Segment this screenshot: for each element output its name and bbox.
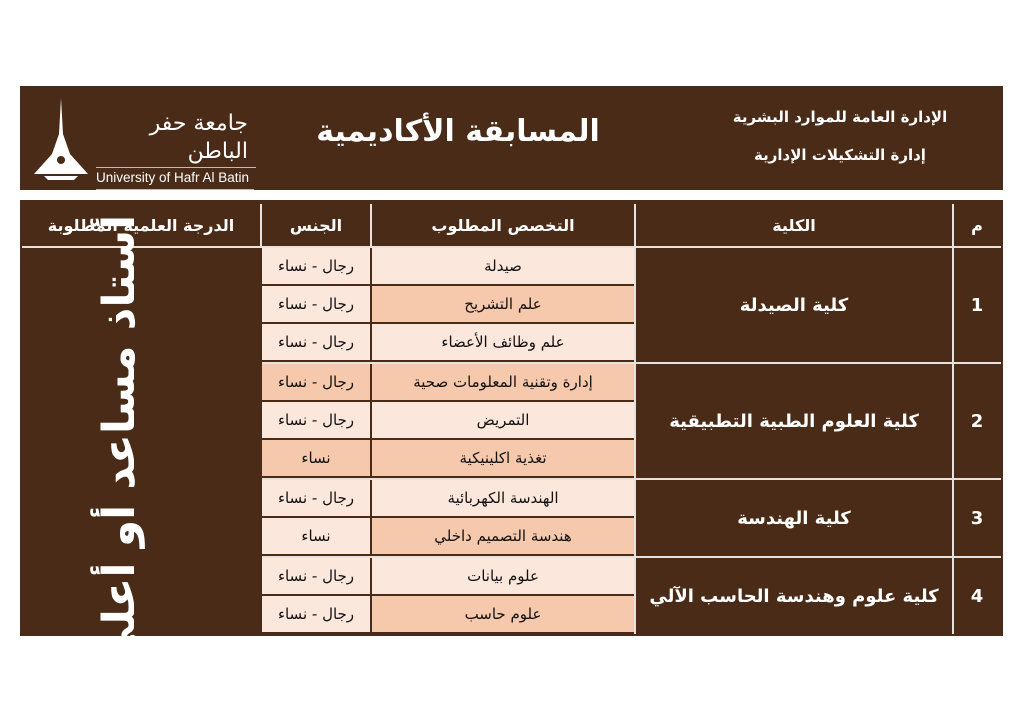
gender-cell: رجال - نساء [262,286,370,322]
row-number: 4 [970,585,984,607]
header-divider [260,204,262,246]
logo-arabic-text: جامعة حفر الباطن [149,111,248,164]
specialization-cell: الهندسة الكهربائية [372,480,634,516]
specialization-cell: تغذية اكلينيكية [372,440,634,476]
gender-cell: رجال - نساء [262,248,370,284]
specialization-cell: هندسة التصميم داخلي [372,518,634,554]
university-logo-icon [30,94,92,186]
gender-cell: رجال - نساء [262,364,370,400]
specialization-cell: علم وظائف الأعضاء [372,324,634,360]
logo-underline [96,189,254,190]
header-specialization: التخصص المطلوب [431,215,575,235]
header-num: م [971,215,983,235]
specialization-cell: علوم بيانات [372,558,634,594]
header-divider [952,204,954,246]
gender-cell: رجال - نساء [262,596,370,632]
specialization-cell: علم التشريح [372,286,634,322]
row-number: 2 [970,410,984,432]
gender-cell: نساء [262,518,370,554]
row-number: 3 [970,507,984,529]
specialization-cell: صيدلة [372,248,634,284]
header-banner [20,86,1003,190]
college-name: كلية الهندسة [737,507,851,529]
gender-cell: رجال - نساء [262,324,370,360]
degree-required-text: أستاذ مساعد أو أعلى [94,214,146,670]
row-number: 1 [970,294,984,316]
gender-cell: نساء [262,440,370,476]
header-college: الكلية [772,215,816,235]
logo-wordmark [96,110,256,190]
specialization-cell: إدارة وتقنية المعلومات صحية [372,364,634,400]
college-name: كلية علوم وهندسة الحاسب الآلي [649,585,939,607]
gender-cell: رجال - نساء [262,480,370,516]
admin-department-line1: الإدارة العامة للموارد البشرية [732,108,948,126]
gender-cell: رجال - نساء [262,402,370,438]
header-gender: الجنس [289,215,343,235]
competition-title: المسابقة الأكاديمية [316,114,600,149]
header-divider [370,204,372,246]
header-degree: الدرجة العلمية المطلوبة [47,215,235,235]
logo-english-text: University of Hafr Al Batin [96,167,256,185]
admin-department-line2: إدارة التشكيلات الإدارية [754,146,926,164]
college-name: كلية الصيدلة [739,294,849,316]
header-divider [634,204,636,246]
gender-cell: رجال - نساء [262,558,370,594]
specialization-cell: علوم حاسب [372,596,634,632]
specialization-cell: التمريض [372,402,634,438]
college-name: كلية العلوم الطبية التطبيقية [669,410,919,432]
